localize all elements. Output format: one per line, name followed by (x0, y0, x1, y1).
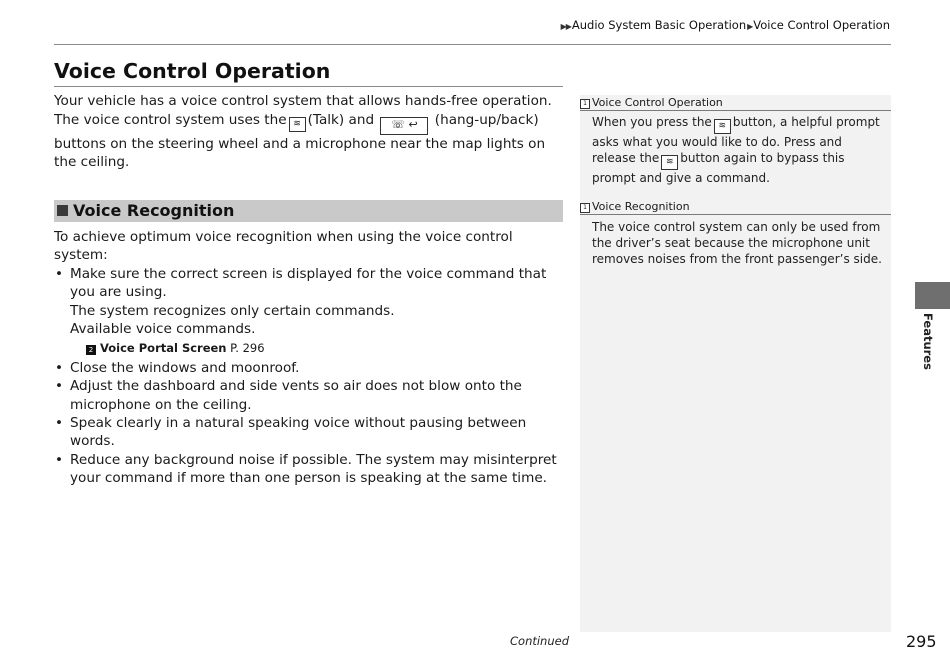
note-1-body (592, 114, 882, 186)
tips-list (54, 265, 566, 339)
intro-text-a: The voice control system uses the (54, 111, 287, 128)
note-2-body: The voice control system can only be used from the driver’s seat because the microphone unit removes noises from the front passenger’s side. (592, 220, 882, 266)
list-item: • Speak clearly in a natural speaking voice without pausing between words. (54, 414, 566, 451)
note-marker-icon: 1 (580, 99, 590, 109)
section-heading-bar (54, 200, 563, 222)
bullet-1-subtext-2: Available voice commands. (70, 321, 256, 338)
list-item: • Close the windows and moonroof. (54, 359, 566, 377)
intro-line-1: Your vehicle has a voice control system that allows hands-free operation. (54, 93, 552, 109)
side-notes-panel (580, 95, 891, 632)
chapter-tab-label: Features (921, 313, 935, 370)
reference-label: Voice Portal Screen (100, 341, 227, 356)
note-1-text-c: button again to bypass this prompt and give a command. (592, 151, 845, 185)
intro-line-2 (54, 111, 566, 172)
note-1-text-a: When you press the (592, 115, 712, 129)
page-number: 295 (906, 632, 937, 651)
note-2-heading (580, 199, 891, 215)
intro-text-b: (Talk) and (307, 111, 375, 128)
tips-list-cont (54, 359, 566, 488)
note-1-title: Voice Control Operation (592, 96, 723, 109)
talk-button-icon: ≋ (661, 155, 678, 170)
voice-recognition-content (54, 228, 566, 488)
chapter-tab[interactable] (915, 282, 950, 309)
intro-paragraph (54, 92, 566, 172)
cross-reference-link[interactable] (54, 339, 566, 357)
reference-arrow-icon: 2 (86, 345, 96, 355)
talk-button-icon: ≋ (714, 119, 731, 134)
page-title: Voice Control Operation (54, 59, 331, 83)
breadcrumb-section[interactable]: Audio System Basic Operation (571, 18, 747, 32)
section-square-icon (57, 205, 68, 216)
header-divider (54, 44, 891, 45)
bullet-1-subtext: The system recognizes only certain commands. (70, 302, 395, 319)
talk-button-icon: ≋ (289, 117, 306, 132)
intro-text-c: (hang-up/back) buttons on the steering wheel and a microphone near the map lights on the ceiling. (54, 111, 546, 171)
section-title: Voice Recognition (73, 201, 235, 220)
hang-up-back-button-icon: ☏ ↩ (380, 117, 428, 135)
note-1-heading (580, 95, 891, 111)
continued-label: Continued (510, 634, 570, 648)
bullet-1-text: • Make sure the correct screen is displayed for the voice command that you are using. (70, 265, 547, 301)
list-item: • Adjust the dashboard and side vents so air does not blow onto the microphone on the ceiling. (54, 377, 566, 414)
vr-lead: To achieve optimum voice recognition when using the voice control system: (54, 229, 513, 264)
note-2-title: Voice Recognition (592, 200, 690, 213)
reference-page: P. 296 (230, 341, 265, 356)
list-item: • Reduce any background noise if possible. The system may misinterpret your command if more than one person is speaking at the same time. (54, 451, 566, 488)
breadcrumb-separator-icon: ▶ (747, 22, 753, 31)
list-item (54, 265, 566, 339)
breadcrumb-arrows-icon: ▶▶ (560, 22, 571, 31)
title-divider (54, 86, 563, 87)
note-1-text-b: button, a helpful prompt asks what you would like to do. Press and release the (592, 115, 880, 165)
breadcrumb-current: Voice Control Operation (753, 18, 890, 32)
breadcrumb (560, 18, 890, 32)
note-marker-icon: 1 (580, 203, 590, 213)
